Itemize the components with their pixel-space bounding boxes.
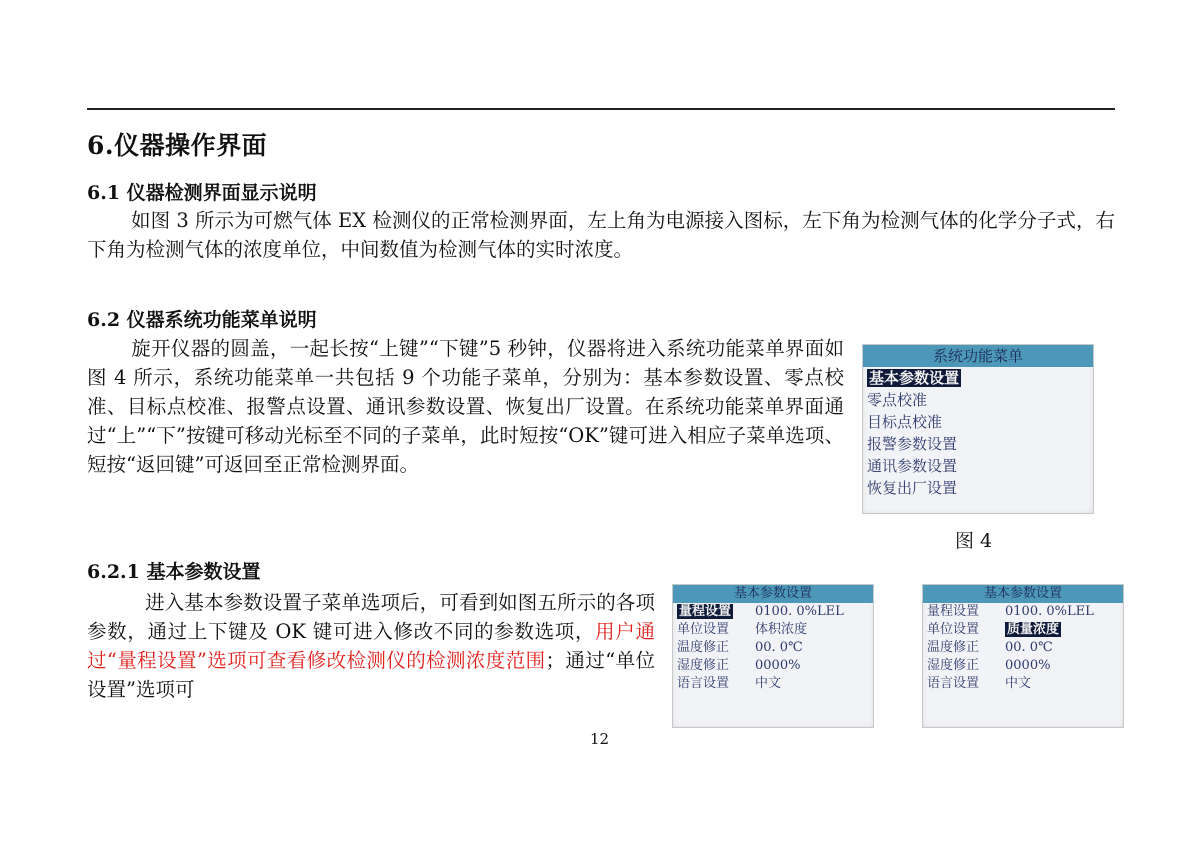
lcd-menu-header: 系统功能菜单 <box>863 345 1093 367</box>
lcd-param-key: 语言设置 <box>677 676 730 691</box>
lcd-param-key: 语言设置 <box>927 676 980 691</box>
lcd-param-row <box>923 675 1123 693</box>
lcd-param-row <box>673 657 873 675</box>
lcd-menu-item-selected: 基本参数设置 <box>869 369 960 387</box>
lcd-menu-item: 目标点校准 <box>867 413 943 431</box>
subsection-6-2-1-text <box>87 588 655 704</box>
lcd-param-value: 中文 <box>755 676 782 691</box>
lcd-param-key: 湿度修正 <box>677 658 730 673</box>
lcd-param-key: 单位设置 <box>677 622 730 637</box>
lcd-menu-item: 零点校准 <box>867 391 928 409</box>
page-number: 12 <box>590 730 610 748</box>
lcd-param-row <box>923 639 1123 657</box>
lcd-param-key: 湿度修正 <box>927 658 980 673</box>
subsection-6-2-1-title: 6.2.1 基本参数设置 <box>87 561 261 583</box>
lcd-param-key: 单位设置 <box>927 622 980 637</box>
figure-4-lcd-menu <box>862 344 1094 514</box>
lcd-param-row <box>673 603 873 621</box>
lcd-params-header: 基本参数设置 <box>923 585 1123 603</box>
lcd-param-value: 体积浓度 <box>755 622 808 637</box>
section-title: 6.仪器操作界面 <box>87 131 268 160</box>
highlight-red-text: 用户通过“量程设置”选项可查看修改检测仪的检测浓度范围 <box>87 620 655 672</box>
subsection-6-1-title: 6.1 仪器检测界面显示说明 <box>87 182 317 204</box>
subsection-6-1-body: 如图 3 所示为可燃气体 EX 检测仪的正常检测界面，左上角为电源接入图标，左下角为检测气体的化学分子式，右下角为检测气体的浓度单位，中间数值为检测气体的实时浓度。 <box>87 209 1115 261</box>
lcd-param-value: 00. 0℃ <box>755 640 803 655</box>
subsection-6-2-title: 6.2 仪器系统功能菜单说明 <box>87 309 317 331</box>
lcd-param-row <box>673 621 873 639</box>
lcd-param-value-selected: 质量浓度 <box>1007 622 1060 637</box>
figure-5-lcd-right <box>922 584 1124 728</box>
lcd-param-key: 温度修正 <box>927 640 980 655</box>
lcd-param-value: 0100. 0%LEL <box>1005 604 1094 619</box>
lcd-param-value: 0000% <box>755 658 801 673</box>
lcd-menu-item: 报警参数设置 <box>867 435 958 453</box>
lcd-param-row <box>923 603 1123 621</box>
lcd-param-row <box>923 657 1123 675</box>
subsection-6-2-1-body-end: ；通过“单位设置”选项可 <box>87 649 655 701</box>
lcd-param-key-selected: 量程设置 <box>679 604 732 619</box>
subsection-6-2-body: 旋开仪器的圆盖，一起长按“上键”“下键”5 秒钟，仪器将进入系统功能菜单界面如图 4 所示，系统功能菜单一共包括 9 个功能子菜单，分别为：基本参数设置、零点校准、目标点校准、报警点设置、通讯参数设置、恢复出厂设置。在系统功能菜单界面通过“上”“下”按键可移动光标至不同的子菜单，此时短按“OK”键可进入相应子菜单选项、短按“返回键”可返回至正常检测界面。 <box>87 337 844 476</box>
lcd-params-header: 基本参数设置 <box>673 585 873 603</box>
figure-4-caption: 图 4 <box>955 530 993 552</box>
subsection-6-2-1-body: 进入基本参数设置子菜单选项后，可看到如图五所示的各项参数，通过上下键及 OK 键可进入修改不同的参数选项， <box>87 591 655 643</box>
lcd-param-value: 0100. 0%LEL <box>755 604 844 619</box>
lcd-param-value: 00. 0℃ <box>1005 640 1053 655</box>
lcd-menu-item: 恢复出厂设置 <box>867 479 958 497</box>
lcd-menu-item <box>863 367 1093 389</box>
subsection-6-1-text <box>87 206 1115 264</box>
figure-5-lcd-left <box>672 584 874 728</box>
lcd-param-key: 温度修正 <box>677 640 730 655</box>
header-rule <box>87 108 1115 110</box>
lcd-menu-item: 通讯参数设置 <box>867 457 958 475</box>
lcd-param-key: 量程设置 <box>927 604 980 619</box>
subsection-6-2-text <box>87 334 844 479</box>
lcd-param-value: 0000% <box>1005 658 1051 673</box>
lcd-param-row <box>673 675 873 693</box>
lcd-param-row <box>673 639 873 657</box>
lcd-param-value: 中文 <box>1005 676 1032 691</box>
lcd-param-row <box>923 621 1123 639</box>
